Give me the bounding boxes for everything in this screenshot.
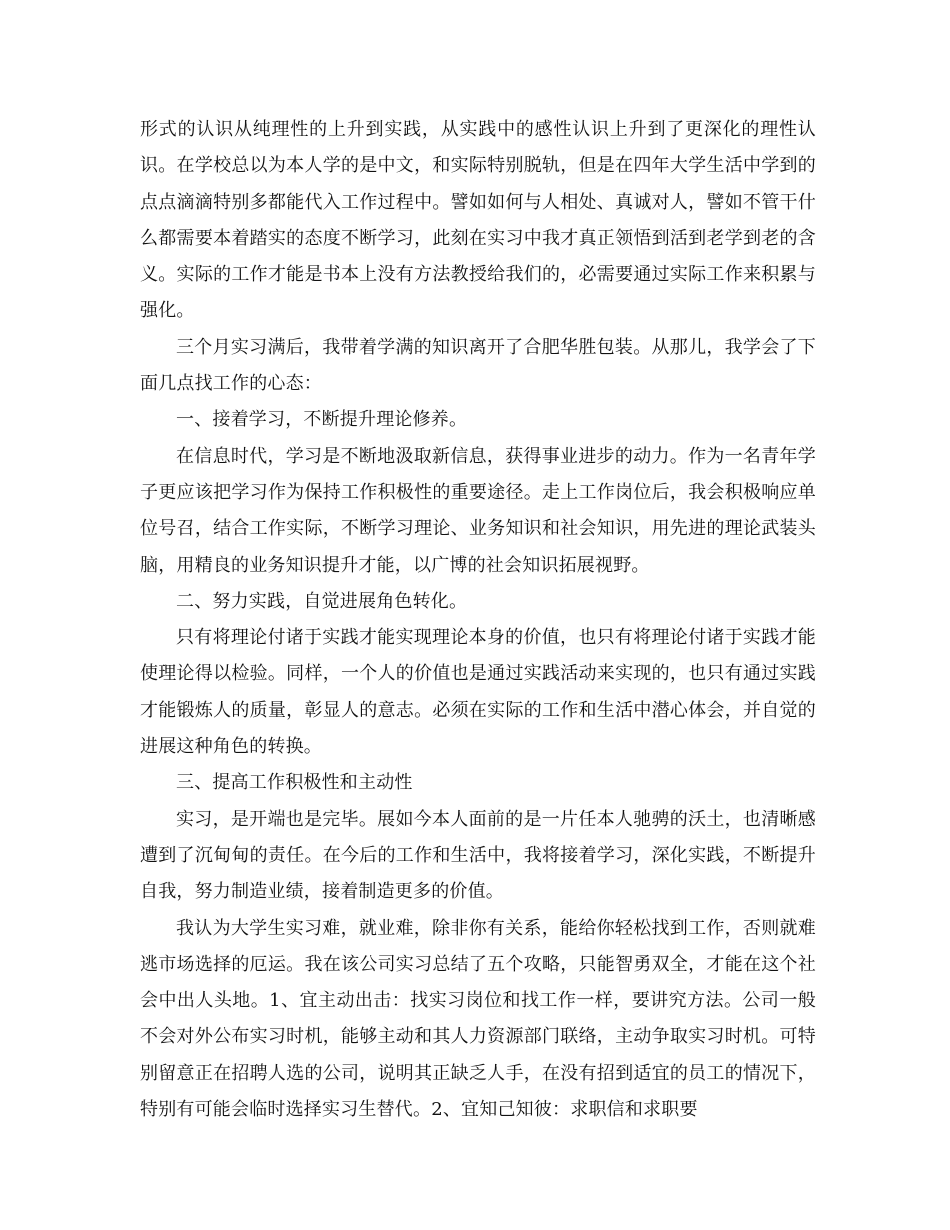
paragraph-4: 只有将理论付诸于实践才能实现理论本身的价值，也只有将理论付诸于实践才能使理论得以检验。同样，一个人的价值也是通过实践活动来实现的，也只有通过实践才能锻炼人的质量，彰显人的意志。必须在实际的工作和生活中潜心体会，并自觉的进展这种角色的转换。 — [140, 627, 816, 758]
paragraph-1: 形式的认识从纯理性的上升到实践，从实践中的感性认识上升到了更深化的理性认识。在学校总以为本人学的是中文，和实际特别脱轨，但是在四年大学生活中学到的点点滴滴特别多都能代入工作过程中。譬如如何与人相处、真诚对人，譬如不管干什么都需要本着踏实的态度不断学习，此刻在实习中我才真正领悟到活到老学到老的含义。实际的工作才能是书本上没有方法教授给我们的，必需要通过实际工作来积累与强化。 — [140, 119, 816, 322]
paragraph-6: 我认为大学生实习难，就业难，除非你有关系，能给你轻松找到工作，否则就难逃市场选择的厄运。我在该公司实习总结了五个攻略，只能智勇双全，才能在这个社会中出人头地。1、宜主动出击：找实习岗位和找工作一样，要讲究方法。公司一般不会对外公布实习时机，能够主动和其人力资源部门联络，主动争取实习时机。可特别留意正在招聘人选的公司，说明其正缺乏人手，在没有招到适宜的员工的情况下，特别有可能会临时选择实习生替代。2、宜知己知彼：求职信和求职要 — [140, 917, 816, 1121]
section-heading-1: 一、接着学习，不断提升理论修养。 — [176, 409, 468, 431]
section-heading-3: 三、提高工作积极性和主动性 — [176, 772, 413, 794]
document-body — [140, 112, 816, 1128]
paragraph-2: 三个月实习满后，我带着学满的知识离开了合肥华胜包装。从那儿，我学会了下面几点找工作的心态： — [140, 336, 816, 395]
paragraph-3: 在信息时代，学习是不断地汲取新信息，获得事业进步的动力。作为一名青年学子更应该把学习作为保持工作积极性的重要途径。走上工作岗位后，我会积极响应单位号召，结合工作实际，不断学习理论、业务知识和社会知识，用先进的理论武装头脑，用精良的业务知识提升才能，以广博的社会知识拓展视野。 — [140, 445, 816, 576]
section-heading-2: 二、努力实践，自觉进展角色转化。 — [176, 590, 468, 612]
paragraph-5: 实习，是开端也是完毕。展如今本人面前的是一片任本人驰骋的沃土，也清晰感遭到了沉甸甸的责任。在今后的工作和生活中，我将接着学习，深化实践，不断提升自我，努力制造业绩，接着制造更多的价值。 — [140, 808, 816, 903]
